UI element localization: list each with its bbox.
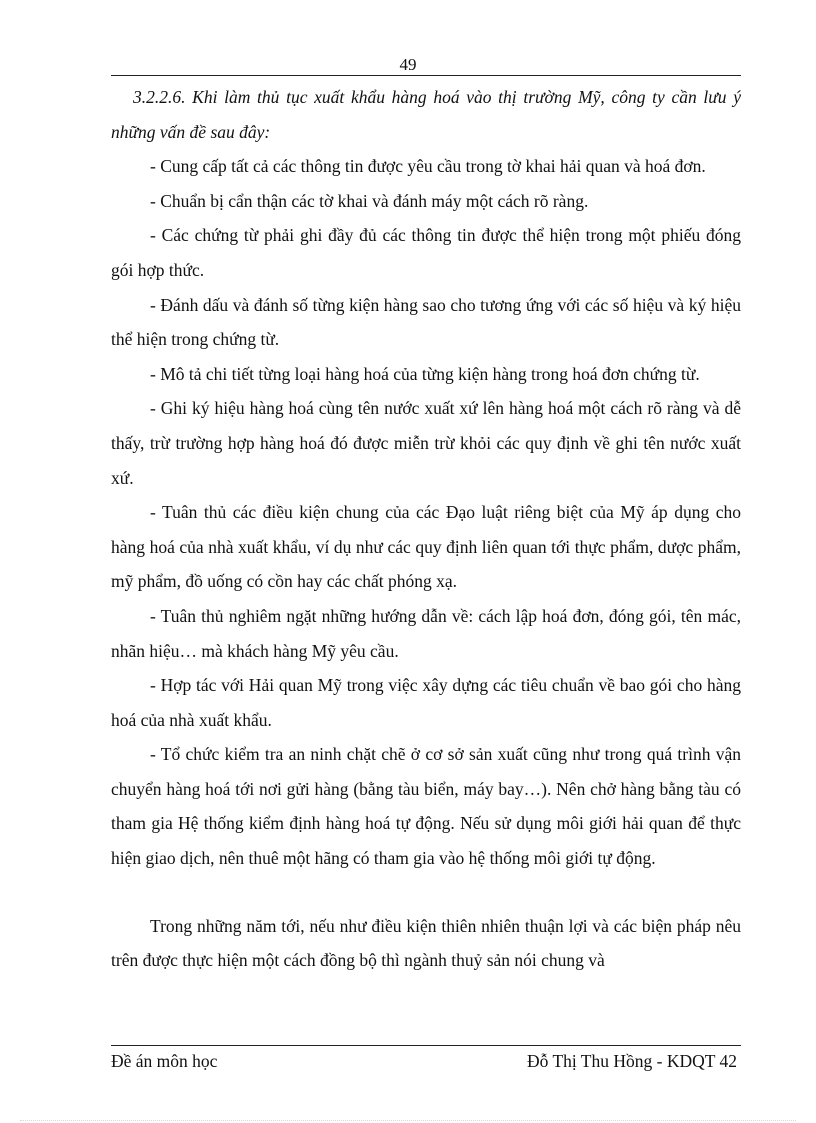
list-item: - Ghi ký hiệu hàng hoá cùng tên nước xuất xứ lên hàng hoá một cách rõ ràng và dễ thấy, trừ trường hợp hàng hoá đó được miễn trừ khỏi các quy định về ghi tên nước xuất xứ. — [111, 398, 741, 488]
footer-author: Đỗ Thị Thu Hồng - KDQT 42 — [527, 1051, 737, 1071]
section-heading: 3.2.2.6. Khi làm thủ tục xuất khẩu hàng hoá vào thị trường Mỹ, công ty cần lưu ý những vấn đề sau đây: — [111, 87, 741, 142]
list-item: - Các chứng từ phải ghi đầy đủ các thông tin được thể hiện trong một phiếu đóng gói hợp thức. — [111, 225, 741, 280]
footer-divider — [111, 1045, 741, 1046]
page-number: 49 — [399, 55, 417, 74]
list-item: - Tuân thủ nghiêm ngặt những hướng dẫn về: cách lập hoá đơn, đóng gói, tên mác, nhãn hiệu… mà khách hàng Mỹ yêu cầu. — [111, 605, 741, 661]
list-item: - Cung cấp tất cả các thông tin được yêu cầu trong tờ khai hải quan và hoá đơn. — [150, 156, 706, 177]
list-item: - Tuân thủ các điều kiện chung của các Đạo luật riêng biệt của Mỹ áp dụng cho hàng hoá của nhà xuất khẩu, ví dụ như các quy định liên quan tới thực phẩm, dược phẩm, mỹ phẩm, đồ uống có cồn hay các chất phóng xạ. — [111, 502, 741, 592]
list-item: - Đánh dấu và đánh số từng kiện hàng sao cho tương ứng với các số hiệu và ký hiệu thể hiện trong chứng từ. — [111, 294, 741, 350]
closing-paragraph: Trong những năm tới, nếu như điều kiện thiên nhiên thuận lợi và các biện pháp nêu trên được thực hiện một cách đồng bộ thì ngành thuỷ sản nói chung và — [111, 915, 741, 971]
list-item: - Chuẩn bị cẩn thận các tờ khai và đánh máy một cách rõ ràng. — [150, 190, 589, 211]
header-divider — [111, 75, 741, 76]
footer-course-title: Đề án môn học — [111, 1051, 218, 1071]
page-bottom-border — [20, 1120, 796, 1121]
list-item: - Tổ chức kiểm tra an ninh chặt chẽ ở cơ sở sản xuất cũng như trong quá trình vận chuyển hàng hoá tới nơi gửi hàng (bằng tàu biển, máy bay…). Nên chở hàng bằng tàu có tham gia Hệ thống kiểm định hàng hoá tự động. Nếu sử dụng môi giới hải quan để thực hiện giao dịch, nên thuê một hãng có tham gia vào hệ thống môi giới tự động. — [111, 744, 741, 869]
list-item: - Hợp tác với Hải quan Mỹ trong việc xây dựng các tiêu chuẩn về bao gói cho hàng hoá của nhà xuất khẩu. — [111, 675, 741, 730]
document-body — [111, 80, 741, 978]
list-item: - Mô tả chi tiết từng loại hàng hoá của từng kiện hàng trong hoá đơn chứng từ. — [150, 363, 700, 384]
